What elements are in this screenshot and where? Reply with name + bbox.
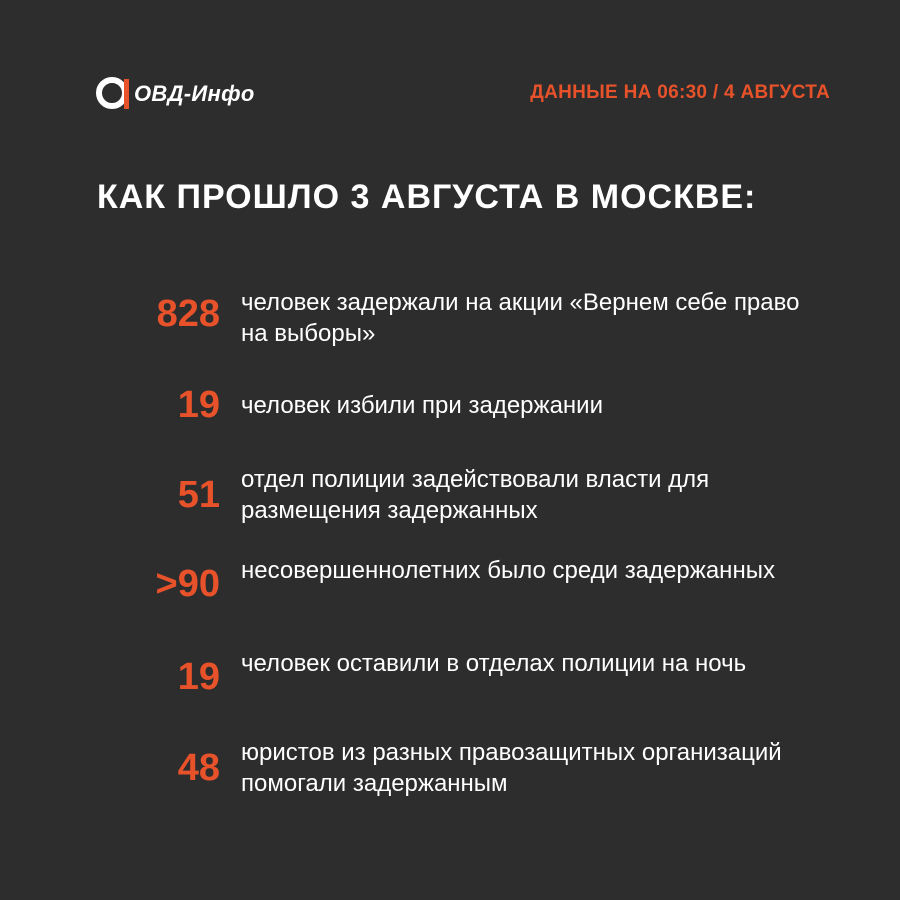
stat-text: человек избили при задержании: [241, 392, 603, 419]
stat-text: несовершеннолетних было среди задержанных: [241, 557, 775, 584]
stat-text: человек оставили в отделах полиции на ночь: [241, 650, 747, 677]
stat-text: юристов из разных правозащитных организаций помогали задержанным: [241, 739, 782, 797]
stat-value: 19: [177, 384, 220, 426]
date-info: ДАННЫЕ НА 06:30 / 4 АВГУСТА: [530, 82, 830, 103]
stat-text: отдел полиции задействовали власти для размещения задержанных: [241, 466, 710, 524]
logo-text: ОВД-Инфо: [134, 81, 255, 106]
stat-text: человек задержали на акции «Вернем себе право на выборы»: [241, 289, 800, 347]
stat-value: 19: [177, 656, 220, 698]
stat-value: >90: [155, 563, 220, 605]
headline: КАК ПРОШЛО 3 АВГУСТА В МОСКВЕ:: [97, 178, 757, 216]
stat-value: 48: [177, 747, 220, 789]
stat-value: 828: [156, 293, 220, 335]
stat-value: 51: [177, 474, 220, 516]
